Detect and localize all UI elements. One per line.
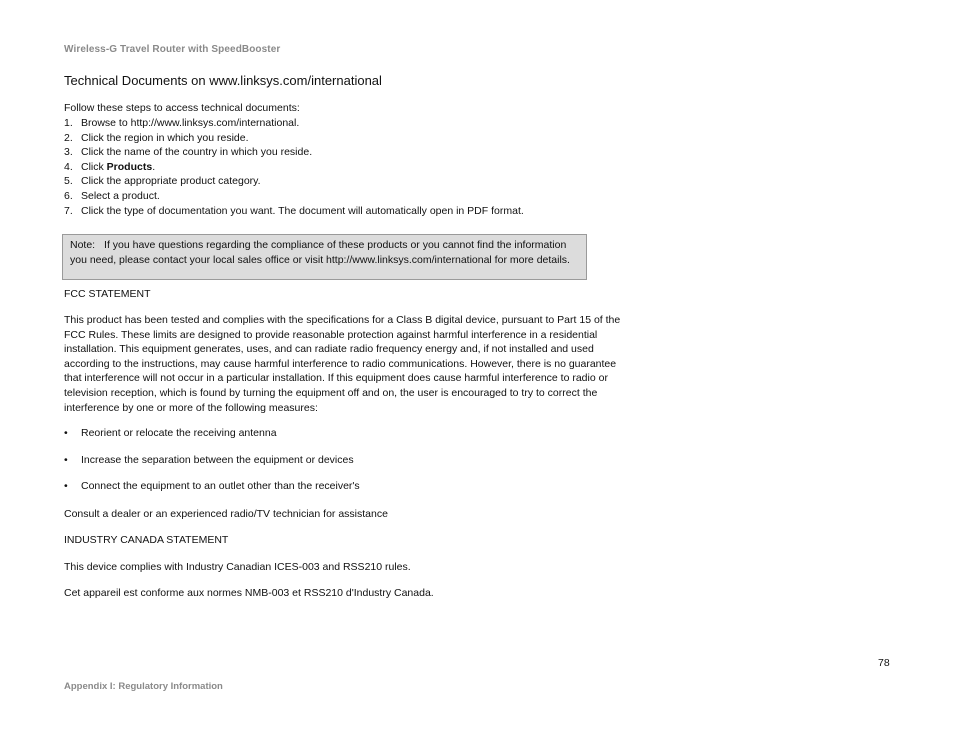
list-item: 1. Browse to http://www.linksys.com/international. [64, 117, 300, 129]
list-item: • Reorient or relocate the receiving antenna [64, 427, 277, 439]
industry-canada-text-fr: Cet appareil est conforme aux normes NMB-003 et RSS210 d'Industry Canada. [64, 587, 434, 599]
list-item: 2. Click the region in which you reside. [64, 131, 249, 144]
steps-list [64, 116, 664, 218]
industry-canada-text-en: This device complies with Industry Canadian ICES-003 and RSS210 rules. [64, 561, 411, 573]
consult-text: Consult a dealer or an experienced radio/TV technician for assistance [64, 508, 388, 520]
fcc-heading: FCC STATEMENT [64, 288, 151, 300]
note-text: If you have questions regarding the compliance of these products or you cannot find the information you need, please contact your local sales office or visit http://www.linksys.com/international for more details. [70, 239, 570, 266]
list-item: 7. Click the type of documentation you want. The document will automatically open in PDF format. [64, 204, 524, 217]
note-label: Note: [70, 239, 96, 251]
bullet-icon: • [64, 454, 68, 466]
list-item: 4. Click Products. [64, 160, 156, 173]
list-item: • Increase the separation between the equipment or devices [64, 454, 354, 466]
list-item: 6. Select a product. [64, 189, 160, 202]
list-item: 3. Click the name of the country in which you reside. [64, 146, 313, 159]
list-item: 5. Click the appropriate product category. [64, 175, 261, 188]
note-box [62, 234, 587, 280]
list-item: • Connect the equipment to an outlet other than the receiver's [64, 480, 360, 492]
steps-intro: Follow these steps to access technical documents: [64, 102, 300, 114]
products-emphasis: Products [106, 160, 153, 173]
industry-canada-heading: INDUSTRY CANADA STATEMENT [64, 534, 229, 546]
bullet-icon: • [64, 427, 68, 439]
page-number: 78 [878, 657, 890, 669]
running-footer: Appendix I: Regulatory Information [64, 681, 223, 692]
fcc-body: This product has been tested and complies with the specifications for a Class B digital device, pursuant to Part 15 of the FCC Rules. These limits are designed to provide reasonable protection against harmful interference in a residential installation. This equipment generates, uses, and can radiate radio frequency energy and, if not installed and used according to the instructions, may cause harmful interference to radio communications. However, there is no guarantee that interference will not occur in a particular installation. If this equipment does cause harmful interference to radio or television reception, which is found by turning the equipment off and on, the user is encouraged to try to correct the interference by one or more of the following measures: [64, 314, 621, 414]
section-title: Technical Documents on www.linksys.com/international [64, 73, 382, 88]
running-header: Wireless-G Travel Router with SpeedBooster [64, 44, 281, 55]
bullet-icon: • [64, 480, 68, 492]
